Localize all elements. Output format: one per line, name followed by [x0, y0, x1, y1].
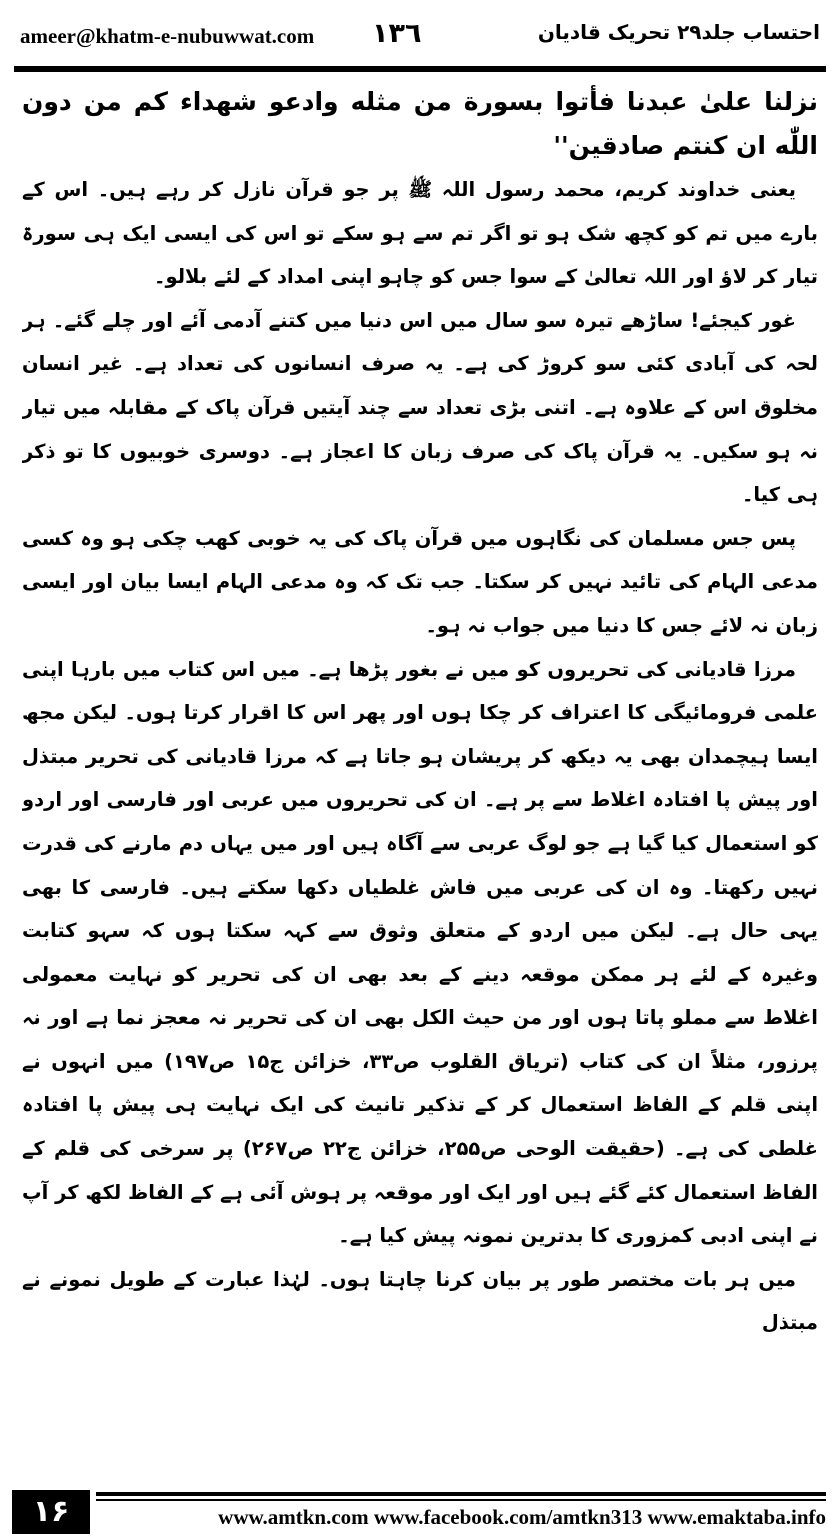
arabic-verse: نزلنا علىٰ عبدنا فأتوا بسورة من مثله وادعو شهداء كم من دون اللّٰه ان كنتم صادقين''	[22, 87, 818, 160]
footer-page-number: ۱۶	[12, 1490, 90, 1534]
paragraph-1: یعنی خداوند کریم، محمد رسول اللہ ﷺ پر جو قرآن نازل کر رہے ہیں۔ اس کے بارے میں تم کو کچھ شک ہو تو اگر تم سے ہو سکے تو اس کی ایسی ایک ہی سورۃ تیار کر لاؤ اور اللہ تعالیٰ کے سوا جس کو چاہو اپنی امداد کے لئے بلالو۔	[22, 178, 818, 289]
header-email: ameer@khatm-e-nubuwwat.com	[20, 24, 315, 48]
header-page-number: ١٣٦	[372, 18, 422, 49]
header-volume-title: احتساب جلد۲۹ تحریک قادیان	[537, 20, 820, 44]
paragraph-5: میں ہر بات مختصر طور پر بیان کرنا چاہتا ہوں۔ لہٰذا عبارت کے طویل نمونے نے مبتذل	[22, 1267, 818, 1335]
page-body	[22, 80, 818, 1440]
footer-rule-thin	[96, 1499, 826, 1501]
paragraph-4: مرزا قادیانی کی تحریروں کو میں نے بغور پڑھا ہے۔ میں اس کتاب میں بارہا اپنی علمی فرومائیگی کا اعتراف کر چکا ہوں اور پھر اس کا اقرار کرتا ہوں۔ لیکن مجھ ایسا ہیچمدان بھی یہ دیکھ کر پریشان ہو جاتا ہے کہ مرزا قادیانی کی تحریر مبتذل اور پیش پا افتادہ اغلاط سے پر ہے۔ ان کی تحریروں میں عربی اور فارسی اور اردو کو استعمال کیا گیا ہے جو لوگ عربی سے آگاہ ہیں اور میں یہاں دم مارنے کی قدرت نہیں رکھتا۔ وہ ان کی عربی میں فاش غلطیاں دکھا سکتے ہیں۔ فارسی کا بھی یہی حال ہے۔ لیکن میں اردو کے متعلق وثوق سے کہہ سکتا ہوں کہ سہو کتابت وغیرہ کے لئے ہر ممکن موقعہ دینے کے بعد بھی ان کی تحریر کو نہایت معمولی اغلاط سے مملو پاتا ہوں اور من حیث الکل بھی ان کی تحریر نہ معجز نما ہے اور نہ پرزور، مثلاً ان کی کتاب (تریاق القلوب ص۳۳، خزائن ج۱۵ ص۱۹۷) میں انہوں نے اپنی قلم کے الفاظ استعمال کر کے تذکیر تانیث کی ایک نہایت ہی پیش پا افتادہ غلطی کی ہے۔ (حقیقت الوحی ص۲۵۵، خزائن ج۲۲ ص۲۶۷) پر سرخی کی قلم کے الفاظ استعمال کئے گئے ہیں اور ایک اور موقعہ پر ہوش آئی ہے کے الفاظ لکھ کر آپ نے اپنی ادبی کمزوری کا بدترین نمونہ پیش کیا ہے۔	[22, 657, 818, 1248]
page-header	[14, 18, 826, 58]
footer-websites: www.amtkn.com www.facebook.com/amtkn313 www.emaktaba.info	[218, 1505, 826, 1529]
footer-rule-thick	[96, 1492, 826, 1496]
paragraph-3: پس جس مسلمان کی نگاہوں میں قرآن پاک کی یہ خوبی کھب چکی ہو وہ کسی مدعی الہام کی تائید نہیں کر سکتا۔ جب تک کہ وہ مدعی الہام ایسا بیان اور ایسی زبان نہ لائے جس کا دنیا میں جواب نہ ہو۔	[22, 526, 818, 637]
header-rule	[14, 66, 826, 72]
paragraph-2: غور کیجئے! ساڑھے تیرہ سو سال میں اس دنیا میں کتنے آدمی آئے اور چلے گئے۔ ہر لحہ کی آبادی کئی سو کروڑ کی ہے۔ یہ صرف انسانوں کی تعداد ہے۔ غیر انسان مخلوق اس کے علاوہ ہے۔ اتنی بڑی تعداد سے چند آیتیں قرآن پاک کے مقابلہ میں تیار نہ ہو سکیں۔ یہ قرآن پاک کی صرف زبان کا اعجاز ہے۔ دوسری خوبیوں کا تو ذکر ہی کیا۔	[22, 308, 818, 507]
